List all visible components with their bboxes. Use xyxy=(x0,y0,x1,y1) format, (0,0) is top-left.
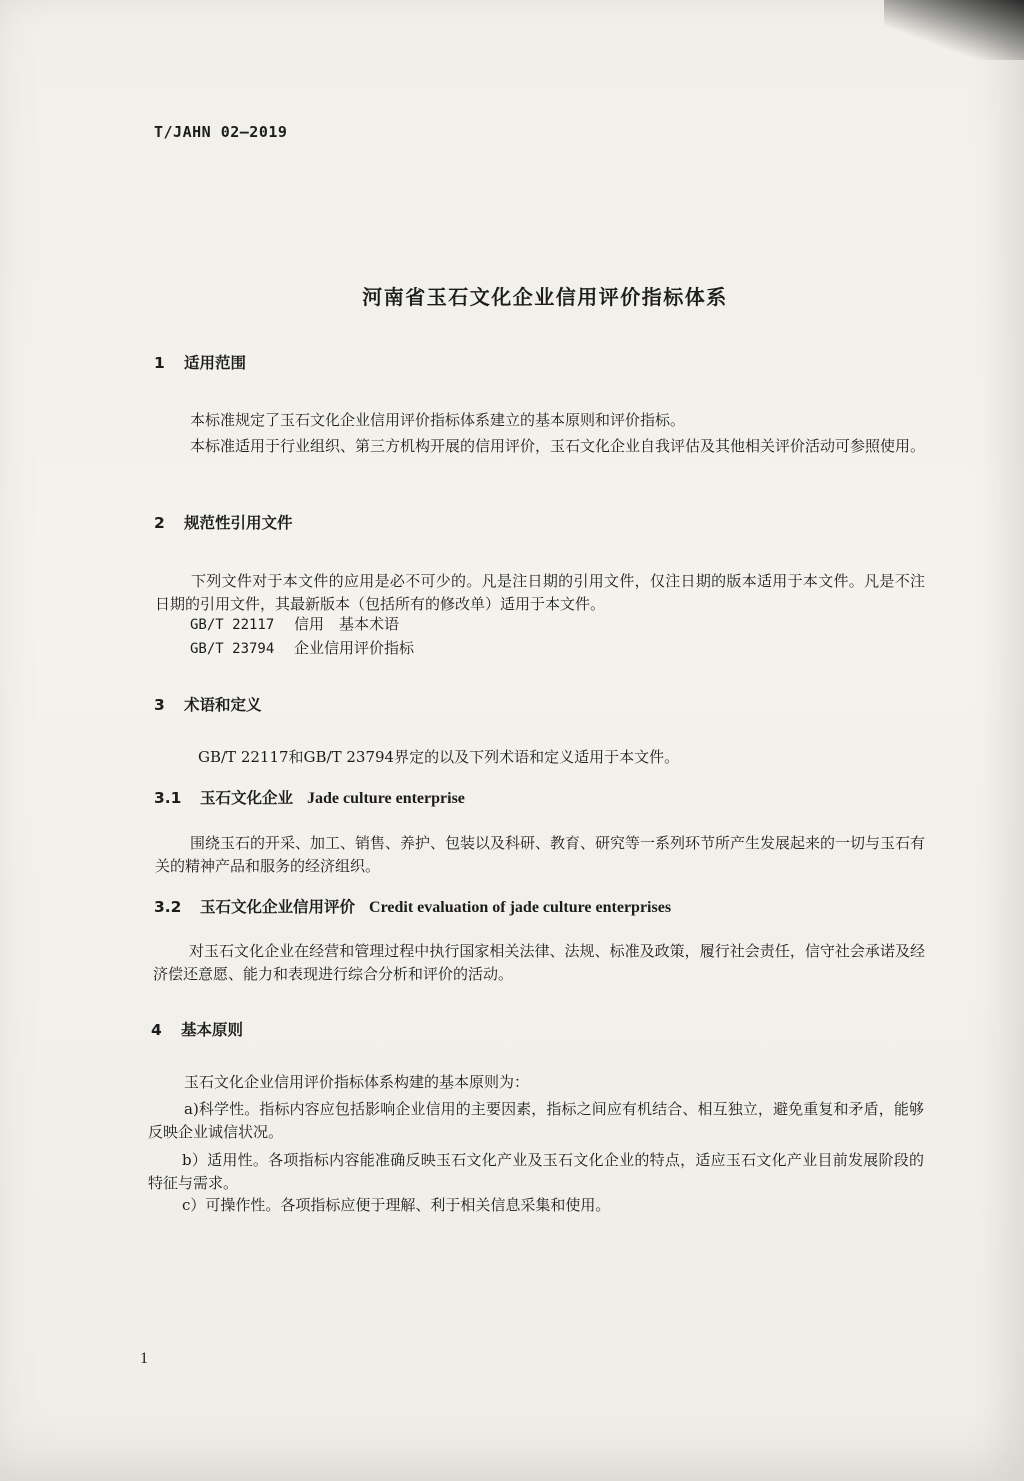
section-number: 4 xyxy=(151,1021,162,1039)
section-2-heading xyxy=(154,511,293,533)
term-title-en: Credit evaluation of jade culture enterprises xyxy=(369,899,672,916)
reference-item xyxy=(190,613,399,634)
principles-intro: 玉石文化企业信用评价指标体系构建的基本原则为： xyxy=(184,1073,530,1091)
section-number: 3 xyxy=(154,696,165,714)
section-number: 2 xyxy=(154,514,165,532)
section-4-heading xyxy=(151,1018,243,1040)
scope-paragraph-2: 本标准适用于行业组织、第三方机构开展的信用评价，玉石文化企业自我评估及其他相关评价活动可参照使用。 xyxy=(190,437,926,455)
section-3-heading xyxy=(154,693,262,715)
principle-item-b: b）适用性。各项指标内容能准确反映玉石文化产业及玉石文化企业的特点，适应玉石文化产业目前发展阶段的特征与需求。 xyxy=(148,1151,924,1192)
term-title-en: Jade culture enterprise xyxy=(307,790,465,807)
term-3-1-heading xyxy=(154,786,465,808)
principle-item-a: a)科学性。指标内容应包括影响企业信用的主要因素，指标之间应有机结合、相互独立，避免重复和矛盾，能够反映企业诚信状况。 xyxy=(148,1100,924,1141)
reference-item xyxy=(190,637,414,658)
page-corner-shadow xyxy=(884,0,1024,60)
term-number: 3.1 xyxy=(154,789,182,807)
term-title-zh: 玉石文化企业 xyxy=(200,789,294,807)
term-3-1-definition: 围绕玉石的开采、加工、销售、养护、包装以及科研、教育、研究等一系列环节所产生发展起来的一切与玉石有关的精神产品和服务的经济组织。 xyxy=(155,834,926,875)
section-title: 基本原则 xyxy=(181,1021,244,1039)
section-title: 术语和定义 xyxy=(184,696,262,714)
terms-intro-paragraph: GB/T 22117和GB/T 23794界定的以及下列术语和定义适用于本文件。 xyxy=(198,748,680,766)
section-title: 规范性引用文件 xyxy=(184,514,293,532)
term-number: 3.2 xyxy=(154,898,182,916)
normative-paragraph: 下列文件对于本文件的应用是必不可少的。凡是注日期的引用文件，仅注日期的版本适用于本文件。凡是不注日期的引用文件，其最新版本（包括所有的修改单）适用于本文件。 xyxy=(155,572,925,613)
document-title: 河南省玉石文化企业信用评价指标体系 xyxy=(362,285,728,309)
reference-name: 企业信用评价指标 xyxy=(294,639,415,657)
section-number: 1 xyxy=(154,354,165,372)
term-3-2-heading xyxy=(154,895,671,917)
reference-code: GB/T 22117 xyxy=(190,617,275,633)
scope-paragraph-1: 本标准规定了玉石文化企业信用评价指标体系建立的基本原则和评价指标。 xyxy=(190,411,686,429)
page-number: 1 xyxy=(140,1350,148,1367)
reference-code: GB/T 23794 xyxy=(190,641,275,657)
section-1-heading xyxy=(154,351,246,373)
reference-name: 信用 基本术语 xyxy=(294,615,400,633)
term-3-2-definition: 对玉石文化企业在经营和管理过程中执行国家相关法律、法规、标准及政策，履行社会责任，信守社会承诺及经济偿还意愿、能力和表现进行综合分析和评价的活动。 xyxy=(153,942,925,983)
document-code: T/JAHN 02—2019 xyxy=(154,123,288,141)
section-title: 适用范围 xyxy=(184,354,247,372)
term-title-zh: 玉石文化企业信用评价 xyxy=(200,898,356,916)
principle-item-c: c）可操作性。各项指标应便于理解、利于相关信息采集和使用。 xyxy=(182,1196,611,1214)
